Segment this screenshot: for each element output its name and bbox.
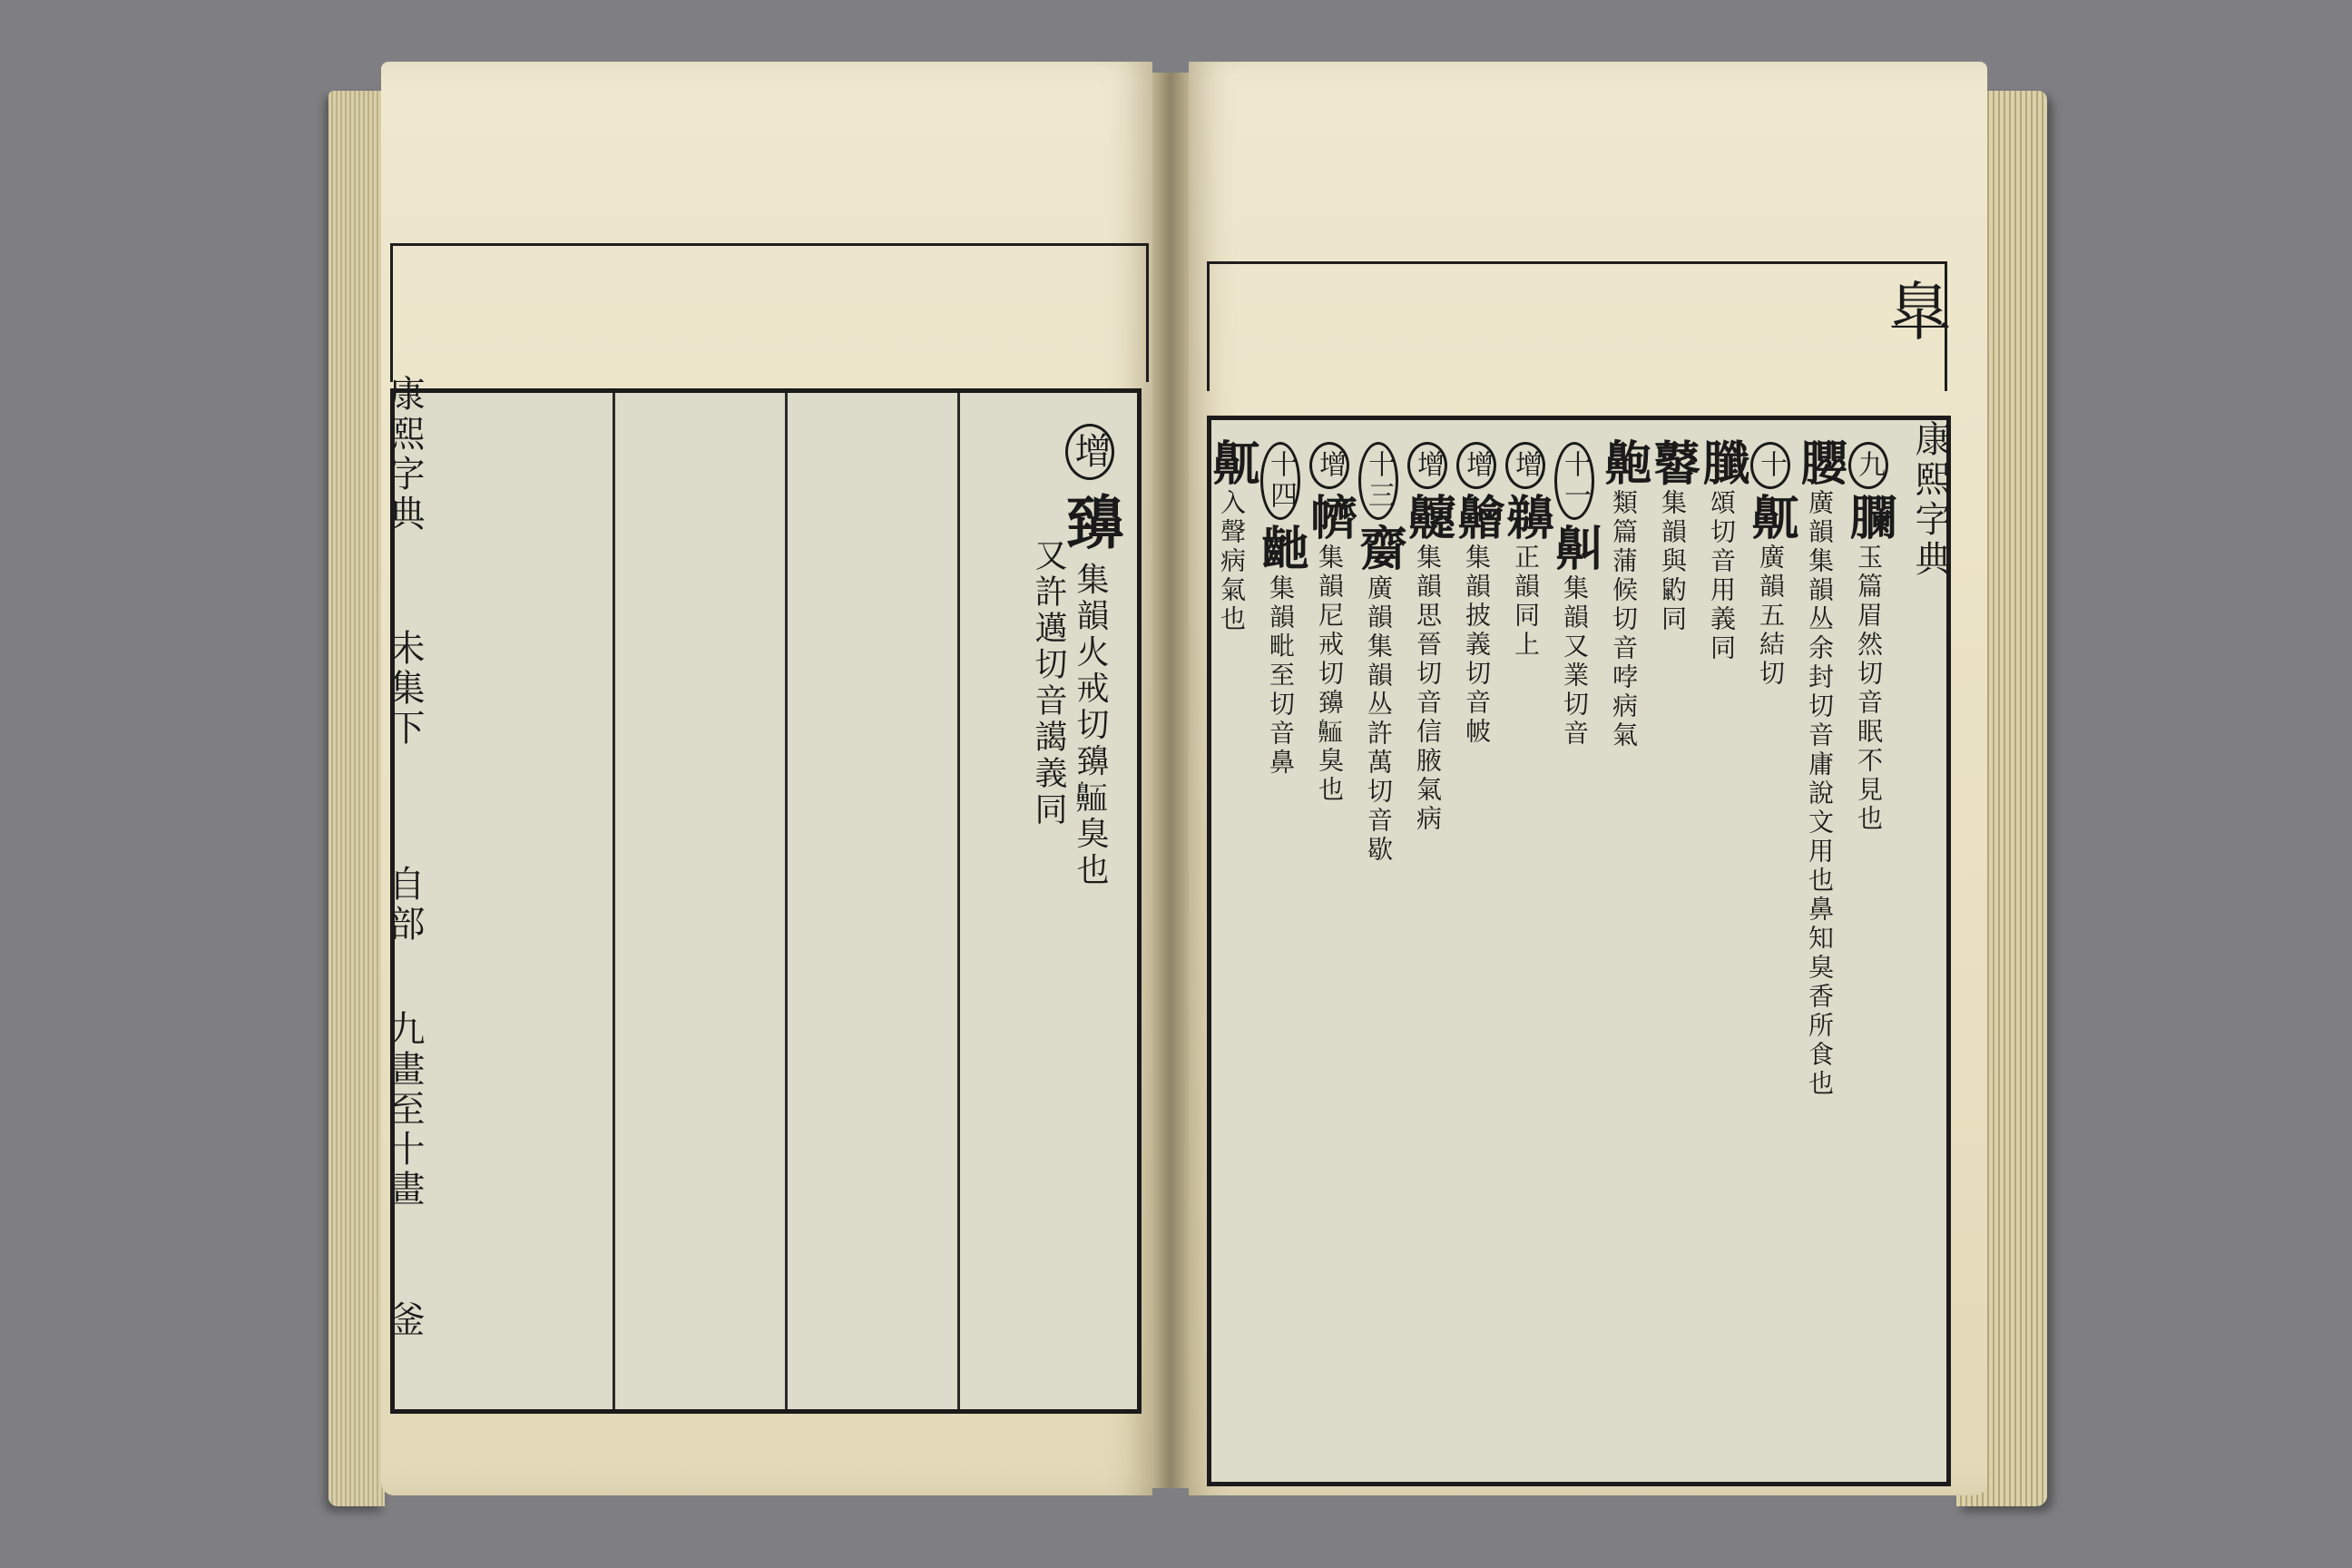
- dictionary-entry: [1351, 438, 1406, 865]
- entry-gloss: 集韻披義切音帔: [1462, 544, 1492, 747]
- entry-head-char: 䶓: [1302, 493, 1357, 544]
- dictionary-entry: [1204, 438, 1259, 634]
- entry-gloss: 集韻又業切音: [1560, 574, 1590, 749]
- entry-gloss: 正韻同上: [1511, 544, 1541, 660]
- entry-mark: 增: [1505, 442, 1545, 489]
- seal-character: 臯: [1887, 275, 1951, 349]
- left-spine-volume: 未集下: [383, 629, 425, 749]
- entry-gloss: 入聲病氣也: [1217, 489, 1247, 634]
- entry-head-char: 䶏: [1498, 493, 1553, 544]
- left-page: [381, 62, 1152, 1495]
- entry-head-char: 䶍: [1056, 492, 1124, 554]
- left-text-frame: [383, 375, 1142, 1414]
- dictionary-entry: [1449, 438, 1504, 747]
- right-spine-title: 康熙字典: [1909, 420, 1951, 580]
- entry-gloss: 頌切音用義同: [1707, 489, 1737, 663]
- entry-head-char: 䶑: [1400, 493, 1455, 544]
- entry-head-char: 䶔: [1253, 524, 1308, 574]
- left-page-stack: [328, 91, 385, 1506]
- dictionary-entry: [1841, 438, 1896, 834]
- left-spine-section: 自部: [383, 865, 425, 945]
- entry-mark: 增: [1065, 424, 1114, 480]
- dictionary-entry: [1498, 438, 1553, 660]
- dictionary-entry: [1596, 438, 1651, 750]
- column-rule: [612, 393, 615, 1409]
- left-entry: [1056, 420, 1124, 889]
- entry-gloss: 玉篇眉然切音眠不見也: [1854, 544, 1884, 834]
- entry-gloss: 集韻毗至切音鼻: [1266, 574, 1296, 778]
- entry-mark: 十: [1750, 442, 1790, 489]
- entry-head-char: 鼿: [1204, 438, 1259, 489]
- dictionary-entry: [1400, 438, 1455, 834]
- entry-mark: 十四: [1260, 442, 1300, 520]
- right-page: [1189, 62, 1987, 1495]
- entry-gloss: 集韻思晉切音信腋氣病: [1413, 544, 1443, 834]
- entry-mark: 增: [1456, 442, 1496, 489]
- entry-head-char: 䶌: [1596, 438, 1651, 489]
- dictionary-entry: [1743, 438, 1798, 689]
- left-spine-strokes: 九畫至十畫: [383, 1010, 425, 1210]
- dictionary-entry: [1547, 438, 1602, 749]
- entry-gloss: 廣韻集韻丛余封切音庸說文用也鼻知臭香所食也: [1805, 489, 1835, 1099]
- column-rule: [957, 393, 960, 1409]
- entry-head-char: 䑍: [1792, 438, 1847, 489]
- entry-mark: 十三: [1358, 442, 1398, 520]
- entry-gloss: 類篇蒲候切音哱病氣: [1609, 489, 1639, 750]
- open-book: [327, 54, 2051, 1506]
- left-spine-page: 釜: [383, 1300, 425, 1340]
- entry-head-char: 鼼: [1547, 524, 1602, 574]
- entry-mark: 十一: [1554, 442, 1594, 520]
- entry-head-char: 䶒: [1351, 524, 1406, 574]
- entry-mark: 增: [1407, 442, 1447, 489]
- entry-gloss-2: 又許邁切音譪義同: [1030, 538, 1067, 828]
- left-header-box: [390, 243, 1149, 382]
- dictionary-entry: [1302, 438, 1357, 805]
- entry-head-char: 䶁: [1645, 438, 1700, 489]
- entry-gloss: 廣韻集韻丛許萬切音歇: [1364, 574, 1394, 865]
- entry-gloss: 廣韻五結切: [1756, 544, 1786, 689]
- entry-mark: 九: [1848, 442, 1888, 489]
- entry-mark: 增: [1309, 442, 1349, 489]
- entry-head-char: 䑎: [1694, 438, 1749, 489]
- entry-head-char: 䶐: [1449, 493, 1504, 544]
- entry-head-char: 鼿: [1743, 493, 1798, 544]
- dictionary-entry: [1253, 438, 1308, 778]
- left-spine-title: 康熙字典: [383, 375, 425, 534]
- dictionary-entry: [1694, 438, 1749, 663]
- entry-gloss: 集韻與䶂同: [1658, 489, 1688, 634]
- right-header-box: [1207, 261, 1947, 391]
- dictionary-entry: [1792, 438, 1847, 1099]
- entry-gloss: 集韻尼戒切䶍𪖩臭也: [1315, 544, 1345, 805]
- column-rule: [785, 393, 788, 1409]
- entry-gloss: 集韻火戒切䶍𪖩臭也: [1072, 562, 1109, 889]
- right-text-frame: [1204, 416, 1951, 1486]
- dictionary-entry: [1645, 438, 1700, 634]
- entry-head-char: 䑌: [1841, 493, 1896, 544]
